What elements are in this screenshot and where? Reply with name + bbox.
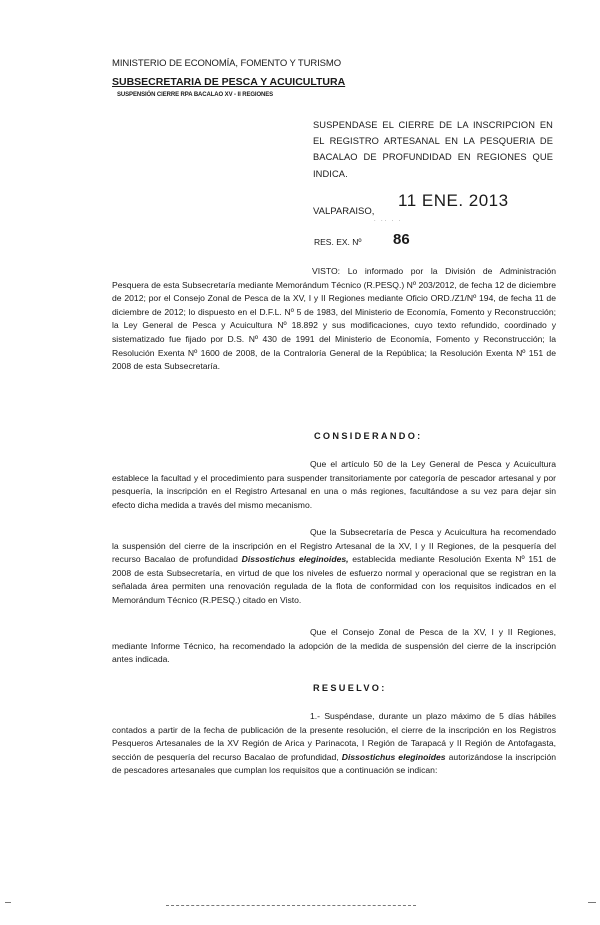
species-name-resuelvo: Dissostichus eleginoides (341, 751, 446, 762)
resolution-title: SUSPENDASE EL CIERRE DE LA INSCRIPCION EN EL REGISTRO ARTESANAL EN LA PESQUERIA DE BACALAO DE PROFUNDIDAD EN REGIONES QUE INDICA. (313, 120, 553, 179)
place-label: VALPARAISO, (313, 206, 375, 217)
stamp-marks: · ·· · · (374, 218, 403, 224)
resuelvo-p1-text-b: autorizándose la inscripción de pescadores artesanales que cumplan los requisitos que a continuación se indican: (112, 751, 556, 776)
resolution-label: RES. EX. Nº (314, 237, 362, 247)
visto-lead: VISTO: (312, 266, 341, 276)
scan-mark-bottom (166, 905, 416, 906)
considerando-paragraph-2 (112, 526, 556, 608)
considerando-p2-text-b: establecida mediante Resolución Exenta Nº 151 de 2008 de esta Subsecretaría, en virtud de que los niveles de esfuerzo normal y operacional que se registran en la señalada área permiten una renovación regulada de la flota de conformidad con los requisitos indicados en el Memorándum Técnico (R.PESQ.) citado en Visto. (112, 554, 557, 605)
considerando-p3-text: Que el Consejo Zonal de Pesca de la XV, I y II Regiones, mediante Informe Técnico, ha recomendado la adopción de la medida de suspensión del cierre de la inscripción antes indicada. (112, 627, 556, 665)
considerando-p1-text: Que el artículo 50 de la Ley General de Pesca y Acuicultura establece la facultad y el procedimiento para suspender transitoriamente por categoría de pescador artesanal y por pesquería, la inscripción en el Registro Artesanal en una o más regiones, facultándose a su vez para dejar sin efecto dicha medida a través del mismo mecanismo. (112, 459, 556, 510)
visto-text: Lo informado por la División de Administración Pesquera de esta Subsecretaría mediante Memorándum Técnico (R.PESQ.) Nº 203/2012, de fecha 12 de diciembre de 2012; por el Consejo Zonal de Pesca de la XV, I y II Regiones mediante Oficio ORD./Z1/Nº 194, de fecha 11 de diciembre de 2012; lo dispuesto en el D.F.L. Nº 5 de 1983, del Ministerio de Economía, Fomento y Reconstrucción; la Ley General de Pesca y Acuicultura Nº 18.892 y sus modificaciones, cuyo texto refundido, coordinado y sistematizado fue fijado por D.S. Nº 430 de 1991 del Ministerio de Economía, Fomento y Reconstrucción; la Resolución Exenta Nº 1600 de 2008, de la Contraloría General de la República; la Resolución Exenta Nº 151 de 2008 de esta Subsecretaría. (112, 266, 556, 372)
scan-mark-left (5, 902, 11, 903)
document-reference: SUSPENSIÓN CIERRE RPA BACALAO XV - II REGIONES (117, 92, 274, 98)
scan-mark-right (588, 902, 596, 903)
resuelvo-p1-text-a: 1.- Suspéndase, durante un plazo máximo de 5 días hábiles contados a partir de la fecha de publicación de la presente resolución, el cierre de la inscripción en los Registros Pesqueros Artesanales de la XV Región de Arica y Parinacota, I Región de Tarapacá y II Región de Antofagasta, sección de pesquería del recurso Bacalao de profundidad, (112, 711, 556, 762)
species-name: Dissostichus eleginoides, (241, 554, 349, 565)
visto-paragraph (112, 265, 556, 374)
considerando-paragraph-1 (112, 458, 556, 512)
considerando-heading: CONSIDERANDO: (314, 431, 423, 441)
date-stamp: 11 ENE. 2013 (398, 191, 509, 210)
subsecretaria-name: SUBSECRETARIA DE PESCA Y ACUICULTURA (112, 76, 346, 88)
considerando-p2-text-a: Que la Subsecretaría de Pesca y Acuicultura ha recomendado la suspensión del cierre de la inscripción en el Registro Artesanal de la XV, I y II Regiones, de la pesquería del recurso Bacalao de profundidad (112, 527, 556, 565)
ministry-name: MINISTERIO DE ECONOMÍA, FOMENTO Y TURISMO (112, 58, 342, 69)
considerando-paragraph-3 (112, 626, 556, 667)
resolution-number: 86 (393, 231, 410, 248)
resuelvo-paragraph-1 (112, 710, 556, 778)
resuelvo-heading: RESUELVO: (313, 683, 387, 693)
